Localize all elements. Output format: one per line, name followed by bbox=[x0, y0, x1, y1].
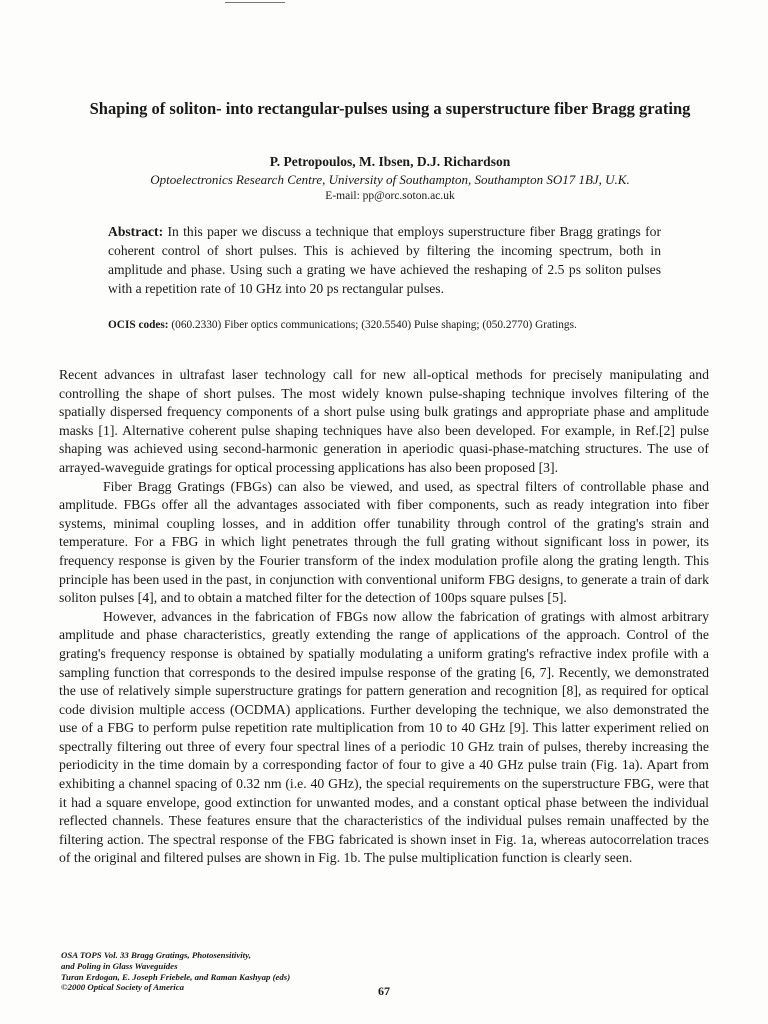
page-number: 67 bbox=[378, 984, 390, 998]
body-text bbox=[59, 366, 709, 868]
affiliation: Optoelectronics Research Centre, University of Southampton, Southampton SO17 1BJ, U.K. bbox=[150, 172, 630, 187]
author-list: P. Petropoulos, M. Ibsen, D.J. Richardson bbox=[269, 154, 511, 169]
paragraph-2: Fiber Bragg Gratings (FBGs) can also be viewed, and used, as spectral filters of controllable phase and amplitude. FBGs offer all the advantages associated with fiber components, such as ready integration into fiber systems, minimal coupling losses, and in addition offer tunability through control of the grating's strain and temperature. For a FBG in which light penetrates through the full grating without significant loss in power, its frequency response is given by the Fourier transform of the index modulation profile along the grating length. This principle has been used in the past, in conjunction with conventional uniform FBG designs, to generate a train of dark soliton pulses [4], and to obtain a matched filter for the detection of 100ps square pulses [5]. bbox=[59, 478, 709, 606]
ocis-text: (060.2330) Fiber optics communications; (320.5540) Pulse shaping; (050.2770) Gratings. bbox=[171, 319, 577, 331]
abstract bbox=[108, 222, 661, 298]
top-rule bbox=[225, 2, 285, 3]
paper-title: Shaping of soliton- into rectangular-pulses using a superstructure fiber Bragg grating bbox=[89, 99, 691, 118]
abstract-label: Abstract: bbox=[108, 224, 164, 239]
footer-line-1: OSA TOPS Vol. 33 Bragg Gratings, Photosensitivity, bbox=[61, 950, 251, 960]
footer-line-4: ©2000 Optical Society of America bbox=[61, 982, 185, 993]
ocis-codes bbox=[108, 318, 668, 332]
paragraph-1: Recent advances in ultrafast laser technology call for new all-optical methods for precisely manipulating and controlling the shape of short pulses. The most widely known pulse-shaping technique involves filtering of the spatially dispersed frequency components of a short pulse using bulk gratings and appropriate phase and amplitude masks [1]. Alternative coherent pulse shaping techniques have also been developed. For example, in Ref.[2] pulse shaping was achieved using second-harmonic generation in aperiodic quasi-phase-matching structures. The use of arrayed-waveguide gratings for optical processing applications has also been proposed [3]. bbox=[59, 367, 709, 475]
footer-line-2: and Poling in Glass Waveguides bbox=[61, 960, 178, 971]
email: E-mail: pp@orc.soton.ac.uk bbox=[325, 190, 455, 202]
paragraph-3: However, advances in the fabrication of FBGs now allow the fabrication of gratings with almost arbitrary amplitude and phase characteristics, greatly extending the range of applications of the approach. Control of the grating's frequency response is obtained by spatially modulating a uniform grating's refractive index profile with a sampling function that corresponds to the desired impulse response of the grating [6, 7]. Recently, we demonstrated the use of relatively simple superstructure gratings for pattern generation and recognition [8], as required for optical code division multiple access (OCDMA) applications. Further developing the technique, we also demonstrated the use of a FBG to perform pulse repetition rate multiplication from 10 to 40 GHz [9]. This latter experiment relied on spectrally filtering out three of every four spectral lines of a periodic 10 GHz train of pulses, thereby increasing the periodicity in the time domain by a corresponding factor of four to give a 40 GHz pulse train (Fig. 1a). Apart from exhibiting a channel spacing of 0.32 nm (i.e. 40 GHz), the special requirements on the superstructure FBG, were that it had a square envelope, good extinction for unwanted modes, and a constant optical phase between the individual reflected channels. These features ensure that the characteristics of the individual pulses remain unaffected by the filtering action. The spectral response of the FBG fabricated is shown inset in Fig. 1a, whereas autocorrelation traces of the original and filtered pulses are shown in Fig. 1b. The pulse multiplication function is clearly seen. bbox=[59, 608, 709, 866]
abstract-text: In this paper we discuss a technique that employs superstructure fiber Bragg gratings for coherent control of short pulses. This is achieved by filtering the incoming spectrum, both in amplitude and phase. Using such a grating we have achieved the reshaping of 2.5 ps soliton pulses with a repetition rate of 10 GHz into 20 ps rectangular pulses. bbox=[108, 224, 661, 296]
publication-footer bbox=[61, 950, 381, 993]
ocis-label: OCIS codes: bbox=[108, 319, 169, 331]
footer-line-3: Turan Erdogan, E. Joseph Friebele, and Raman Kashyap (eds) bbox=[61, 971, 291, 982]
